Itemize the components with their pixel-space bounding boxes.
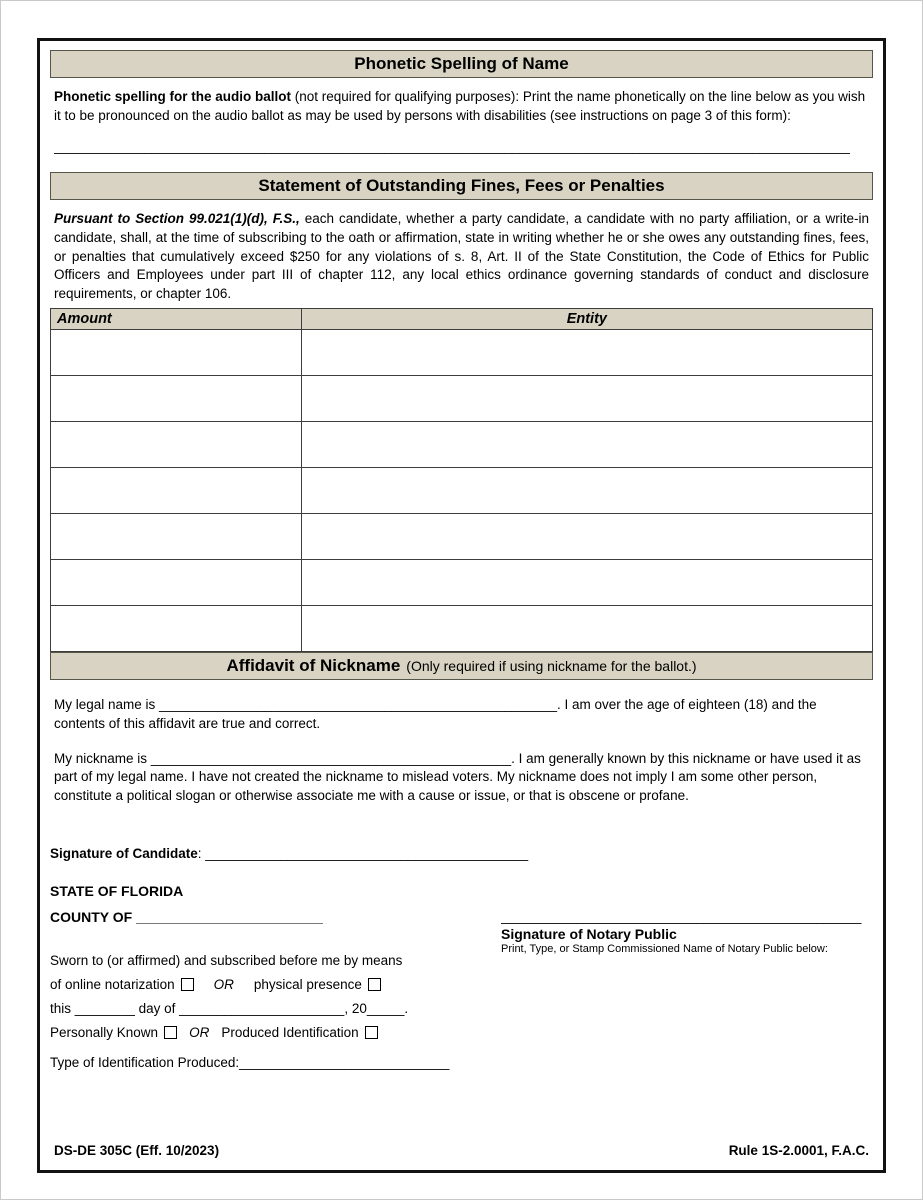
nickname-post: . I am generally known by this nickname or have used it as part of my legal name. I have not created the nickname to mislead voters. My nickname does not imply I am some other person, constitute a political slogan or otherwise associate me with a cause or issue, or that is obscene or profane. bbox=[54, 750, 861, 803]
notary-right-column bbox=[501, 909, 873, 1070]
affidavit-title-note: (Only required if using nickname for the ballot.) bbox=[406, 658, 697, 675]
candidate-signature-sep: : bbox=[197, 845, 206, 861]
fines-table-row bbox=[51, 514, 873, 560]
legal-name-pre: My legal name is bbox=[54, 697, 160, 713]
affidavit-title: Affidavit of Nickname bbox=[226, 656, 401, 676]
year-pre: , 20 bbox=[344, 1000, 367, 1016]
phonetic-lead-rest: (not required for qualifying purposes): Print the name phonetically on the line below as you wish it to be pronounced on the audio ballot as may be used by persons with disabilities (see instructions on page 3 of this form): bbox=[54, 89, 866, 123]
online-notarization-label: of online notarization bbox=[50, 976, 175, 992]
month-fill-line[interactable]: ______________________ bbox=[179, 1000, 345, 1016]
form-footer bbox=[54, 1143, 869, 1158]
date-end: . bbox=[404, 1000, 409, 1016]
county-label: COUNTY OF bbox=[50, 908, 137, 925]
fines-amount-cell[interactable] bbox=[51, 376, 302, 422]
legal-name-paragraph bbox=[54, 696, 869, 733]
physical-presence-label: physical presence bbox=[253, 976, 362, 992]
fines-table-row bbox=[51, 560, 873, 606]
fines-amount-cell[interactable] bbox=[51, 606, 302, 652]
fines-amount-header: Amount bbox=[51, 309, 302, 330]
notary-section bbox=[50, 909, 873, 1070]
fines-table bbox=[50, 308, 873, 652]
sworn-intro-text: Sworn to (or affirmed) and subscribed before me by means bbox=[50, 952, 403, 968]
fines-table-body bbox=[51, 330, 873, 652]
year-fill-line[interactable]: _____ bbox=[366, 1000, 405, 1016]
state-of-florida-label: STATE OF FLORIDA bbox=[50, 882, 184, 899]
id-type-row bbox=[50, 1055, 501, 1070]
candidate-signature-label: Signature of Candidate bbox=[50, 845, 198, 861]
fines-amount-cell[interactable] bbox=[51, 468, 302, 514]
fines-entity-cell[interactable] bbox=[301, 606, 872, 652]
fines-entity-cell[interactable] bbox=[301, 560, 872, 606]
fines-entity-cell[interactable] bbox=[301, 468, 872, 514]
nickname-pre: My nickname is bbox=[54, 750, 151, 766]
nickname-fill-line[interactable]: ________________________________________________ bbox=[150, 750, 512, 766]
or-text-2: OR bbox=[189, 1024, 210, 1040]
day-fill-line[interactable]: ________ bbox=[74, 1000, 135, 1016]
physical-presence-checkbox[interactable] bbox=[368, 978, 381, 991]
fines-amount-cell[interactable] bbox=[51, 560, 302, 606]
fines-table-row bbox=[51, 376, 873, 422]
fines-amount-cell[interactable] bbox=[51, 514, 302, 560]
county-row bbox=[50, 909, 501, 925]
phonetic-instructions bbox=[54, 88, 869, 125]
fines-lead-rest: each candidate, whether a party candidate, a candidate with no party affiliation, or a write-in candidate, shall, at the time of subscribing to the oath or affirmation, state in writing whether he or she owes any outstanding fines, fees, or penalties that cumulatively exceed $250 for any violations of s. 8, Art. II of the State Constitution, the Code of Ethics for Public Officers and Employees under part III of chapter 112, any local ethics ordinance governing standards of conduct and disclosure requirements, or chapter 106. bbox=[54, 211, 869, 301]
candidate-signature-row bbox=[50, 846, 873, 861]
fines-entity-header: Entity bbox=[301, 309, 872, 330]
fines-table-row bbox=[51, 422, 873, 468]
date-row bbox=[50, 1001, 501, 1016]
fines-entity-cell[interactable] bbox=[301, 330, 872, 376]
section-header-affidavit bbox=[50, 652, 873, 680]
fines-table-row bbox=[51, 606, 873, 652]
online-notarization-checkbox[interactable] bbox=[181, 978, 194, 991]
rule-reference: Rule 1S-2.0001, F.A.C. bbox=[728, 1143, 869, 1158]
or-text-1: OR bbox=[213, 976, 234, 992]
form-number: DS-DE 305C (Eff. 10/2023) bbox=[54, 1143, 220, 1158]
produced-identification-checkbox[interactable] bbox=[365, 1026, 378, 1039]
legal-name-fill-line[interactable]: _____________________________________________________ bbox=[159, 697, 557, 713]
date-pre: this bbox=[50, 1000, 75, 1016]
phonetic-lead-bold: Phonetic spelling for the audio ballot bbox=[54, 89, 292, 104]
personally-known-label: Personally Known bbox=[50, 1024, 159, 1040]
candidate-signature-fill-line[interactable]: ___________________________________________ bbox=[205, 845, 529, 861]
legal-name-post: . I am over the age of eighteen (18) and the contents of this affidavit are true and correct. bbox=[54, 697, 817, 731]
fines-entity-cell[interactable] bbox=[301, 514, 872, 560]
fines-title: Statement of Outstanding Fines, Fees or Penalties bbox=[258, 176, 665, 196]
id-type-fill-line[interactable]: ____________________________ bbox=[239, 1054, 450, 1070]
fines-amount-cell[interactable] bbox=[51, 422, 302, 468]
produced-identification-label: Produced Identification bbox=[221, 1024, 359, 1040]
identification-method-row bbox=[50, 1025, 501, 1040]
phonetic-title: Phonetic Spelling of Name bbox=[354, 54, 569, 73]
notary-signature-fill-line[interactable]: ________________________________________________ bbox=[501, 908, 862, 924]
fines-table-row bbox=[51, 330, 873, 376]
fines-entity-cell[interactable] bbox=[301, 376, 872, 422]
fines-lead-bold-italic: Pursuant to Section 99.021(1)(d), F.S., bbox=[54, 211, 300, 227]
section-header-phonetic bbox=[50, 50, 873, 78]
county-fill-line[interactable]: ________________________ bbox=[136, 908, 323, 925]
notary-print-note: Print, Type, or Stamp Commissioned Name of Notary Public below: bbox=[501, 942, 828, 955]
nickname-paragraph bbox=[54, 750, 869, 806]
personally-known-checkbox[interactable] bbox=[164, 1026, 177, 1039]
fines-entity-cell[interactable] bbox=[301, 422, 872, 468]
form-sheet bbox=[37, 38, 886, 1173]
fines-table-header-row bbox=[51, 309, 873, 330]
notary-signature-label: Signature of Notary Public bbox=[501, 925, 677, 942]
fines-amount-cell[interactable] bbox=[51, 330, 302, 376]
notarization-method-row bbox=[50, 977, 501, 992]
phonetic-fill-line[interactable]: __________________________________________________________________________________________________________ bbox=[54, 139, 850, 155]
notary-left-column bbox=[50, 909, 501, 1070]
id-type-label: Type of Identification Produced: bbox=[50, 1054, 240, 1070]
date-mid: day of bbox=[134, 1000, 180, 1016]
fines-statute-text bbox=[54, 210, 869, 303]
section-header-fines bbox=[50, 172, 873, 200]
fines-table-row bbox=[51, 468, 873, 514]
